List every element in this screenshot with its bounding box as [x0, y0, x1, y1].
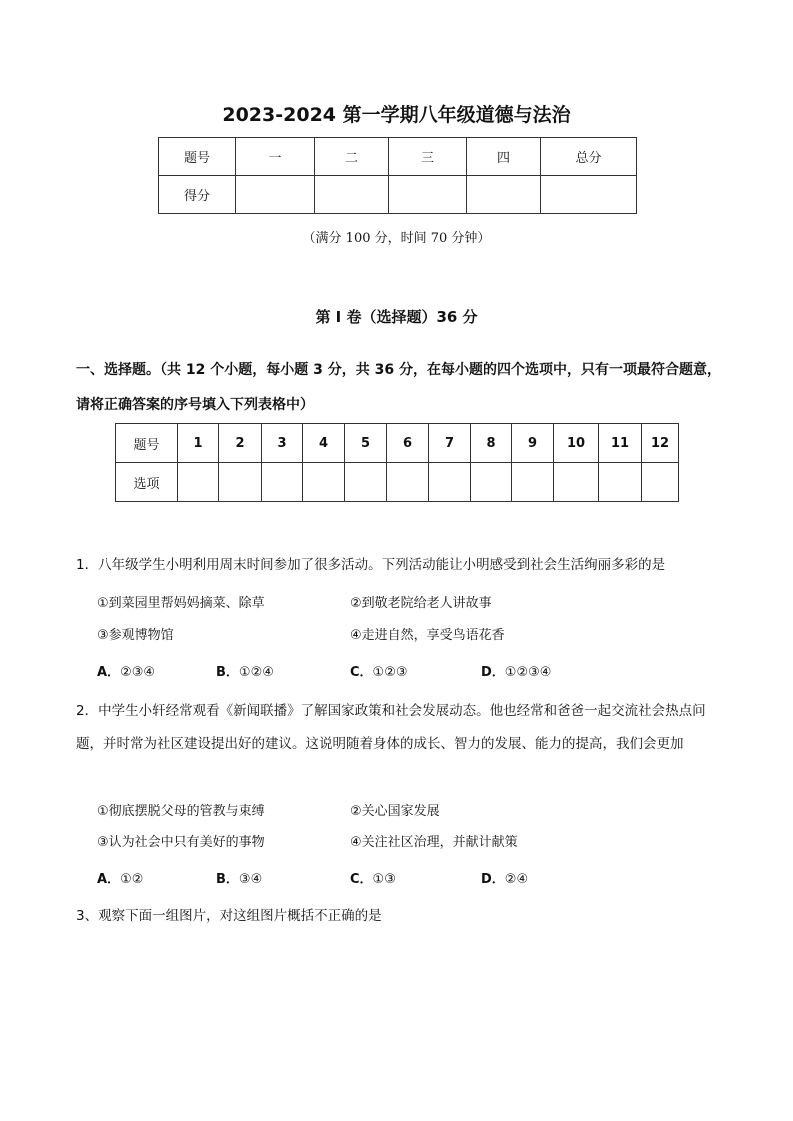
question-number: 12	[642, 424, 679, 463]
question-2-choice-d[interactable]: D．②④	[481, 872, 529, 887]
question-3-stem: 3、观察下面一组图片，对这组图片概括不正确的是	[76, 908, 382, 924]
question-number: 10	[554, 424, 599, 463]
answer-input-cell[interactable]	[219, 463, 262, 502]
question-2-item: ③认为社会中只有美好的事物	[97, 835, 265, 850]
question-number: 5	[345, 424, 387, 463]
answer-table-header-row	[116, 424, 679, 463]
answer-table-option-row	[116, 463, 679, 502]
answer-input-cell[interactable]	[262, 463, 303, 502]
question-1-item: ③参观博物馆	[97, 628, 174, 643]
score-input-cell[interactable]	[389, 176, 467, 214]
score-table-header-row	[159, 138, 637, 176]
score-header-cell: 二	[315, 138, 389, 176]
score-header-cell: 题号	[159, 138, 236, 176]
question-2-choice-c[interactable]: C．①③	[350, 872, 396, 887]
question-2-choice-a[interactable]: A．①②	[97, 872, 144, 887]
page-title: 2023-2024 第一学期八年级道德与法治	[222, 104, 571, 126]
answer-header-label: 题号	[116, 424, 178, 463]
score-input-cell[interactable]	[467, 176, 541, 214]
question-1-item: ④走进自然，享受鸟语花香	[350, 628, 505, 643]
answer-input-cell[interactable]	[599, 463, 642, 502]
answer-input-cell[interactable]	[429, 463, 471, 502]
question-number: 6	[387, 424, 429, 463]
section-title: 第 I 卷（选择题）36 分	[315, 308, 478, 326]
question-1-choice-a[interactable]: A．②③④	[97, 665, 156, 680]
answer-input-cell[interactable]	[387, 463, 429, 502]
question-2-stem: 2．中学生小轩经常观看《新闻联播》了解国家政策和社会发展动态。他也经常和爸爸一起交流社会热点问题，并时常为社区建设提出好的建议。这说明随着身体的成长、智力的发展、能力的提高，我们会更加	[76, 703, 706, 752]
question-2-choice-b[interactable]: B．③④	[216, 872, 263, 887]
score-input-cell[interactable]	[541, 176, 637, 214]
answer-input-cell[interactable]	[471, 463, 512, 502]
score-table	[158, 137, 637, 214]
score-header-cell: 总分	[541, 138, 637, 176]
question-1-item: ②到敬老院给老人讲故事	[350, 596, 492, 611]
question-number: 1	[178, 424, 219, 463]
score-header-cell: 一	[236, 138, 315, 176]
answer-input-cell[interactable]	[554, 463, 599, 502]
question-1-choice-d[interactable]: D．①②③④	[481, 665, 552, 680]
question-1-choice-b[interactable]: B．①②④	[216, 665, 274, 680]
answer-input-cell[interactable]	[178, 463, 219, 502]
question-2-item: ②关心国家发展	[350, 804, 440, 819]
answer-input-cell[interactable]	[512, 463, 554, 502]
question-number: 7	[429, 424, 471, 463]
instructions: 一、选择题。（共 12 个小题，每小题 3 分，共 36 分，在每小题的四个选项中，只有一项最符合题意，请将正确答案的序号填入下列表格中）	[76, 362, 721, 413]
question-number: 9	[512, 424, 554, 463]
score-input-cell[interactable]	[315, 176, 389, 214]
question-2-item: ①彻底摆脱父母的管教与束缚	[97, 804, 265, 819]
question-number: 4	[303, 424, 345, 463]
score-row-label: 得分	[159, 176, 236, 214]
question-1-stem: 1．八年级学生小明利用周末时间参加了很多活动。下列活动能让小明感受到社会生活绚丽多彩的是	[76, 557, 666, 573]
answer-input-cell[interactable]	[303, 463, 345, 502]
question-number: 3	[262, 424, 303, 463]
question-number: 8	[471, 424, 512, 463]
question-1-choice-c[interactable]: C．①②③	[350, 665, 408, 680]
answer-table	[115, 423, 679, 502]
score-header-cell: 四	[467, 138, 541, 176]
question-2-item: ④关注社区治理，并献计献策	[350, 835, 518, 850]
answer-input-cell[interactable]	[642, 463, 679, 502]
answer-input-cell[interactable]	[345, 463, 387, 502]
score-table-score-row	[159, 176, 637, 214]
exam-note: （满分 100 分，时间 70 分钟）	[302, 231, 491, 246]
score-input-cell[interactable]	[236, 176, 315, 214]
answer-row-label: 选项	[116, 463, 178, 502]
question-number: 11	[599, 424, 642, 463]
score-header-cell: 三	[389, 138, 467, 176]
question-1-item: ①到菜园里帮妈妈摘菜、除草	[97, 596, 265, 611]
question-number: 2	[219, 424, 262, 463]
